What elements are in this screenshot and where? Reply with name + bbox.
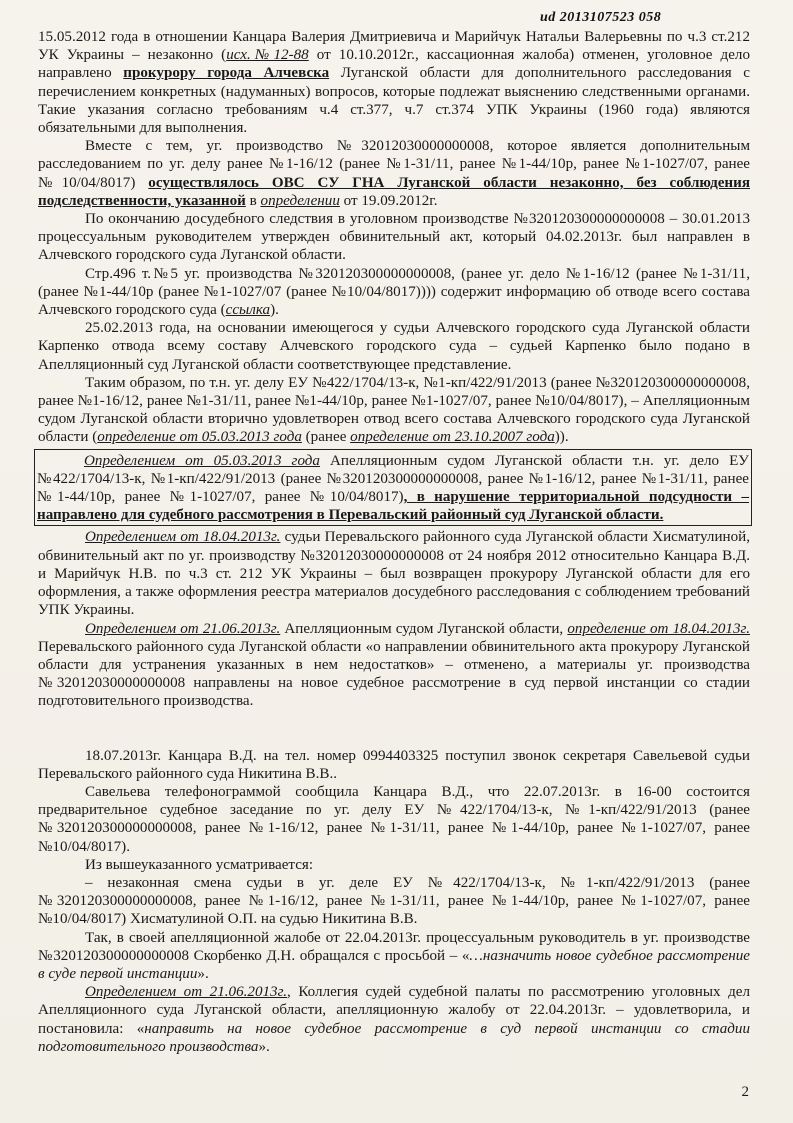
reference-link: исх.№12-88	[226, 47, 309, 64]
reference-link: определении	[260, 192, 340, 209]
paragraph-8-text-a: судьи Перевальского районного суда Луганской области Хисматулиной, обвинительный акт по уг. производству №32012030000000008 от 24 ноября 2012 относительно Канцара В.Д. и Марийчук Н.В. по ч.3 ст. 212 УК Украины – был возвращен прокурору Луганской области для его оформления, а также оформления реестра материалов досудебного расследования с соблюдением требований УПК Украины.	[38, 529, 750, 619]
paragraph-2	[38, 137, 750, 210]
reference-link: Определением от 05.03.2013 года	[84, 452, 320, 469]
paragraph-15-text-a: , Коллегия судей судебной палаты по рассмотрению уголовных дел Апелляционного суда Луганской области, апелляционную жалобу от 22.04.2013г. – удовлетворила, и постановила: «	[38, 984, 750, 1037]
reference-link: ссылка	[225, 302, 271, 319]
paragraph-4-text-b: ).	[270, 302, 279, 319]
reference-link: определение от 23.10.2007 года	[350, 429, 555, 446]
paragraph-6-text-a: Таким образом, по т.н. уг. делу ЕУ №422/1704/13-к, №1-кп/422/91/2013 (ранее №320120300000000008, ранее №1-16/12, ранее №1-31/11, ранее №1-44/10р, ранее №1-1027/07, ранее №10/04/8017), – Апелляционным судом Луганской области вторично удовлетворен отвод всего состава Алчевского городского суда Луганской области (	[38, 374, 750, 446]
paragraph-gap	[38, 711, 750, 747]
paragraph-13: – незаконная смена судьи в уг. деле ЕУ №422/1704/13-к, №1-кп/422/91/2013 (ранее №320120300000000008, ранее №1-16/12, ранее №1-31/11, ранее №1-44/10р, ранее №1-1027/07, ранее №10/04/8017) Хисматулиной О.П. на судью Никитина В.В.	[38, 874, 750, 928]
reference-link: Определением от 21.06.2013г.	[85, 984, 288, 1001]
paragraph-14	[38, 929, 750, 984]
paragraph-9-text-b: Перевальского районного суда Луганской области «о направлении обвинительного акта прокурору Луганской области для устранения указанных в нем недостатков» – отменено, а материалы уг. производства №32012030000000008 направлены на новое судебное рассмотрение в суд первой инстанции со стадии подготовительного производства.	[38, 638, 750, 710]
paragraph-15-text-b: ».	[258, 1038, 270, 1055]
paragraph-11: Савельева телефонограммой сообщила Канцара В.Д., что 22.07.2013г. в 16-00 состоится предварительное судебное заседание по уг. делу ЕУ №422/1704/13-к, №1-кп/422/91/2013 (ранее №320120300000000008, ранее №1-16/12, ранее №1-31/11, ранее №1-44/10р, ранее №1-1027/07, ранее №10/04/8017).	[38, 783, 750, 855]
paragraph-1-text-c: Луганской области для дополнительного расследования с перечислением конкретных (надуманных) вопросов, которые подлежат выяснению следственными органами. Такие указания согласно требованиям ч.4 ст.377, ч.7 ст.374 УПК Украины (1960 года) являются обязательными для выполнения.	[38, 65, 750, 137]
highlighted-text: прокурору города Алчевска	[123, 65, 330, 82]
page-number: 2	[741, 1084, 749, 1100]
paragraph-2-text-b: в	[245, 192, 261, 209]
paragraph-9-text-a: Апелляционным судом Луганской области,	[280, 620, 568, 637]
paragraph-15	[38, 983, 750, 1056]
paragraph-10: 18.07.2013г. Канцара В.Д. на тел. номер 0994403325 поступил звонок секретаря Савельевой судьи Перевальского районного суда Никитина В.В..	[38, 747, 750, 782]
paragraph-6	[38, 374, 750, 447]
paragraph-12: Из вышеуказанного усматривается:	[85, 856, 314, 873]
paragraph-14-text-b: ».	[197, 965, 209, 982]
paragraph-4	[38, 265, 750, 320]
paragraph-14-text-a: Так, в своей апелляционной жалобе от 22.04.2013г. процессуальным руководитель в уг. производстве №320120300000000008 Скорбенко Д.Н. обращался с просьбой – «	[38, 929, 750, 964]
paragraph-1-text-b: от 10.10.2012г., кассационная жалоба) отменен, уголовное дело направлено	[38, 47, 751, 82]
quoted-text: …назначить новое судебное рассмотрение в суде первой инстанции	[38, 947, 750, 982]
paragraph-6-text-c: )).	[554, 429, 569, 446]
paragraph-2-text-a: Вместе с тем, уг. производство №32012030000000008, которое является дополнительным расследованием по уг. делу ранее №1-16/12 (ранее №1-31/11, ранее №1-44/10р, ранее №1-1027/07, ранее №10/04/8017)	[38, 138, 750, 191]
reference-link: Определением от 21.06.2013г.	[85, 620, 281, 637]
highlighted-text: осуществлялось ОВС СУ ГНА Луганской области незаконно, без соблюдения подследственности, указанной	[38, 174, 750, 209]
paragraph-4-text-a: Стр.496 т.№5 уг. производства №320120300000000008, (ранее уг. дело №1-16/12 (ранее №1-31/11, (ранее №1-44/10р (ранее №1-1027/07 (ранее №10/04/8017)))) содержит информацию об отводе всего состава Алчевского городского суда (	[38, 265, 750, 319]
paragraph-2-text-c: от 19.09.2012г.	[339, 192, 438, 209]
paragraph-1-text-a: 15.05.2012 года в отношении Канцара Валерия Дмитриевича и Марийчук Натальи Валерьевны по ч.3 ст.212 УК Украины – незаконно (	[38, 29, 750, 64]
quoted-text: направить на новое судебное рассмотрение в суд первой инстанции со стадии подготовительного производства	[38, 1020, 750, 1055]
paragraph-5: 25.02.2013 года, на основании имеющегося у судьи Алчевского городского суда Луганской области Карпенко отвода всему составу Алчевского городского суда – судьей Карпенко было подано в Апелляционный суд Луганской области соответствующее представление.	[38, 320, 750, 373]
paragraph-3: По окончанию досудебного следствия в уголовном производстве №320120300000000008 – 30.01.2013 процессуальным руководителем утвержден обвинительный акт, который 04.02.2013г. был направлен в Алчевского городского суда Луганской области.	[38, 211, 750, 264]
highlighted-text: , в нарушение территориальной подсудности – направлено для судебного рассмотрения в Перевальский районный суд Луганской области.	[37, 489, 749, 524]
paragraph-1	[38, 28, 750, 137]
paragraph-9	[38, 620, 750, 711]
reference-link: определение от 18.04.2013г.	[567, 620, 750, 637]
paragraph-8	[38, 528, 750, 619]
paragraph-6-text-b: (ранее	[301, 429, 351, 446]
reference-link: Определением от 18.04.2013г.	[85, 529, 281, 546]
document-body	[38, 28, 750, 1056]
paragraph-7-text-a: Апелляционным судом Луганской области т.н. уг. дело ЕУ №422/1704/13-к, №1-кп/422/91/2013 (ранее №320120300000000008, ранее №1-16/12, ранее №1-31/11, ранее №1-44/10р, ранее №1-1027/07, ранее №10/04/8017)	[37, 452, 749, 506]
document-stamp: ud 2013107523 058	[540, 10, 662, 25]
reference-link: определение от 05.03.2013 года	[97, 429, 302, 446]
paragraph-7	[34, 449, 752, 527]
